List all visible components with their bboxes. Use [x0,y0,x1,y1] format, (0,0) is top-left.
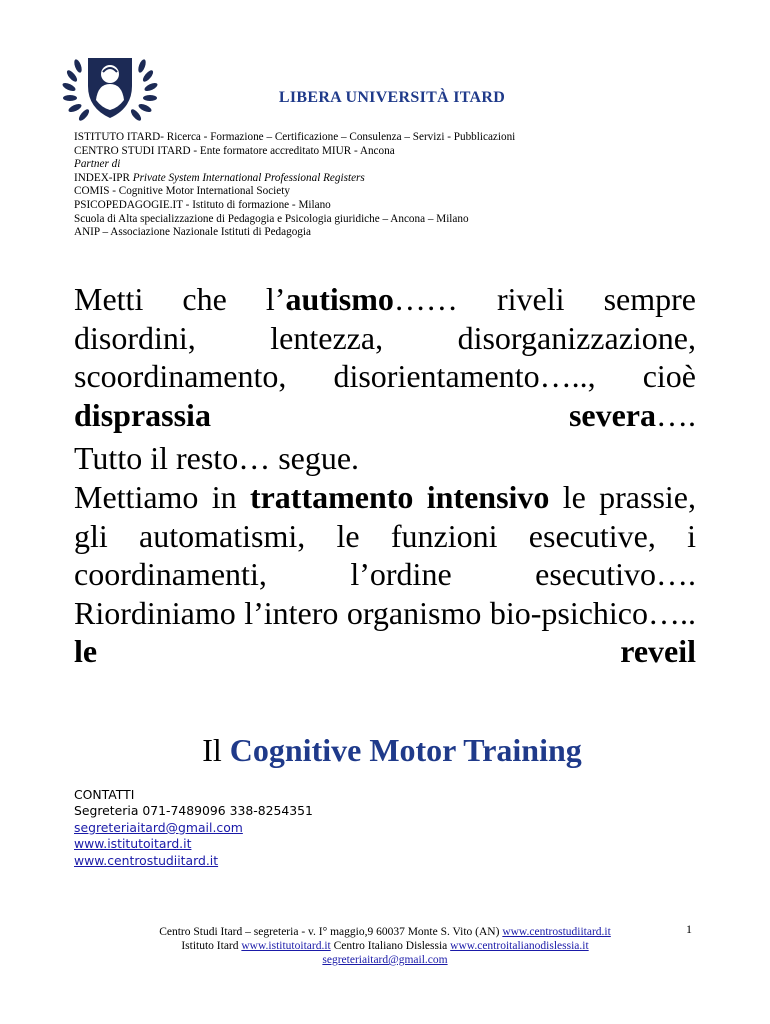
paragraph-reorder: Riordiniamo l’intero organismo bio-psichico….. le reveil [74,594,696,670]
footer-email-link[interactable]: segreteriaitard@gmail.com [322,954,448,966]
institution-line: INDEX-IPR Private System International Professional Registers [74,171,365,184]
paragraph-autism: Metti che l’autismo…… riveli sempre disordini, lentezza, disorganizzazione, scoordinamento, disorientamento….., cioè disprassia severa…. [74,281,697,433]
site-link-istitutoitard[interactable]: www.istitutoitard.it [74,836,192,852]
email-link[interactable]: segreteriaitard@gmail.com [74,819,243,835]
partner-label: Partner di [74,158,121,171]
training-heading: Il Cognitive Motor Training [202,732,582,768]
paragraph-treatment: Mettiamo in trattamento intensivo le prassie, gli automatismi, le funzioni esecutive, i coordinamenti, l’ordine esecutivo…. [74,478,696,593]
page-footer [80,925,690,967]
institution-line: ISTITUTO ITARD- Ricerca - Formazione – Certificazione – Consulenza – Servizi - Pubblicazioni [74,131,516,143]
institution-line: Scuola di Alta specializzazione di Pedagogia e Psicologia giuridiche – Ancona – Milano [74,212,469,225]
main-text [74,280,696,671]
footer-line: Istituto Itard www.istitutoitard.it Centro Italiano Dislessia www.centroitalianodislessia.it [181,940,589,952]
institution-line: COMIS - Cognitive Motor International Society [74,185,290,198]
contacts-heading: CONTATTI [74,787,135,802]
institution-line: ANIP – Associazione Nazionale Istituti di Pedagogia [74,226,311,239]
phone-line: Segreteria 071-7489096 338-8254351 [74,803,313,819]
footer-link-centrostudiitard[interactable]: www.centrostudiitard.it [502,926,611,938]
footer-link-dislessia[interactable]: www.centroitalianodislessia.it [450,940,589,952]
footer-line [80,953,690,967]
university-title: LIBERA UNIVERSITÀ ITARD [278,89,506,106]
university-logo [58,52,162,124]
contacts-block [74,787,313,869]
site-link-centrostudiitard[interactable]: www.centrostudiitard.it [74,852,219,868]
institution-list [74,131,694,240]
paragraph-rest: Tutto il resto… segue. [74,440,360,477]
institution-line: PSICOPEDAGOGIE.IT - Istituto di formazione - Milano [74,198,331,211]
page-number: 1 [686,922,692,936]
training-title: Cognitive Motor Training [229,732,582,768]
footer-line: Centro Studi Itard – segreteria - v. I° maggio,9 60037 Monte S. Vito (AN) www.centrostudiitard.it [159,926,611,938]
institution-line: CENTRO STUDI ITARD - Ente formatore accreditato MIUR - Ancona [74,144,395,157]
footer-link-istitutoitard[interactable]: www.istitutoitard.it [241,940,331,952]
